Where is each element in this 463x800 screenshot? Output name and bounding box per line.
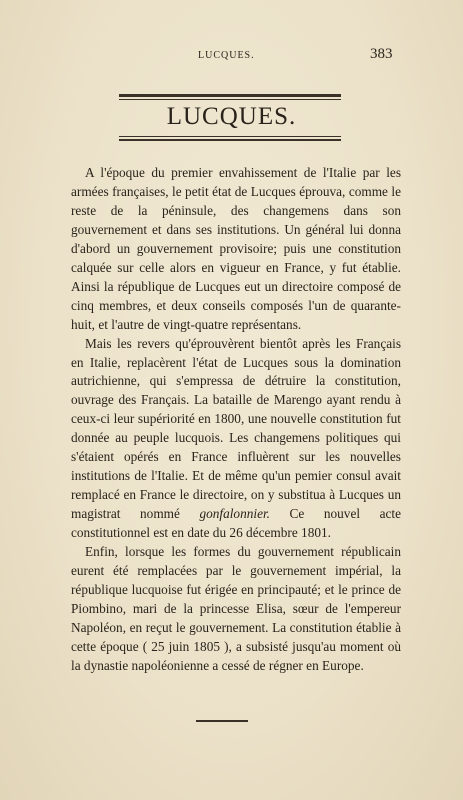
paragraph-2	[71, 335, 401, 543]
paragraph-1: A l'époque du premier envahissement de l'Italie par les armées françaises, le petit état de Lucques éprouva, comme le reste de la péninsule, des changemens dans son gouvernement et dans ses institutions. Un général lui donna d'abord un gouvernement provisoire; puis une constitution calquée sur celle alors en vigueur en France, y fut établie. Ainsi la république de Lucques eut un directoire composé de cinq membres, et deux conseils composés l'un de quarante-huit, et l'autre de vingt-quatre représentans.	[71, 165, 401, 332]
title-rule-top	[119, 94, 341, 97]
title-rule-bottom-thin	[119, 136, 341, 137]
running-head: LUCQUES.	[198, 50, 255, 61]
title-rule-top-thin	[119, 99, 341, 100]
page-number: 383	[370, 46, 393, 62]
paragraph-2-text-after: Ce nouvel acte constitutionnel est en date du 26 décembre 1801.	[71, 506, 401, 541]
paragraph-2-text-before: Mais les revers qu'éprouvèrent bientôt après les Français en Italie, replacèrent l'état de Lucques sous la domination autrichienne, qui s'empressa de détruire la constitution, ouvrage des Français. La bataille de Marengo ayant rendu à ceux-ci leur supériorité en 1800, une nouvelle constitution fut donnée au peuple lucquois. Les changemens politiques qui s'étaient opérés en France influèrent sur les nouvelles institutions de l'Italie. Et de même qu'un pemier consul avait remplacé en France le directoire, on y substitua à Lucques un magistrat nommé	[71, 335, 401, 522]
end-rule	[196, 720, 248, 722]
title-rule-bottom	[119, 139, 341, 141]
paragraph-3: Enfin, lorsque les formes du gouvernement républicain eurent été remplacées par le gouvernement impérial, la république lucquoise fut érigée en principauté; et le prince de Piombino, mari de la princesse Elisa, sœur de l'empereur Napoléon, en reçut le gouvernement. La constitution établie à cette époque ( 25 juin 1805 ), a subsisté jusqu'au moment où la dynastie napoléonienne a cessé de régner en Europe.	[71, 544, 401, 673]
body-text	[71, 164, 401, 676]
chapter-title: LUCQUES.	[166, 103, 297, 130]
paragraph-2-italic-term: gonfalonnier.	[199, 506, 271, 522]
